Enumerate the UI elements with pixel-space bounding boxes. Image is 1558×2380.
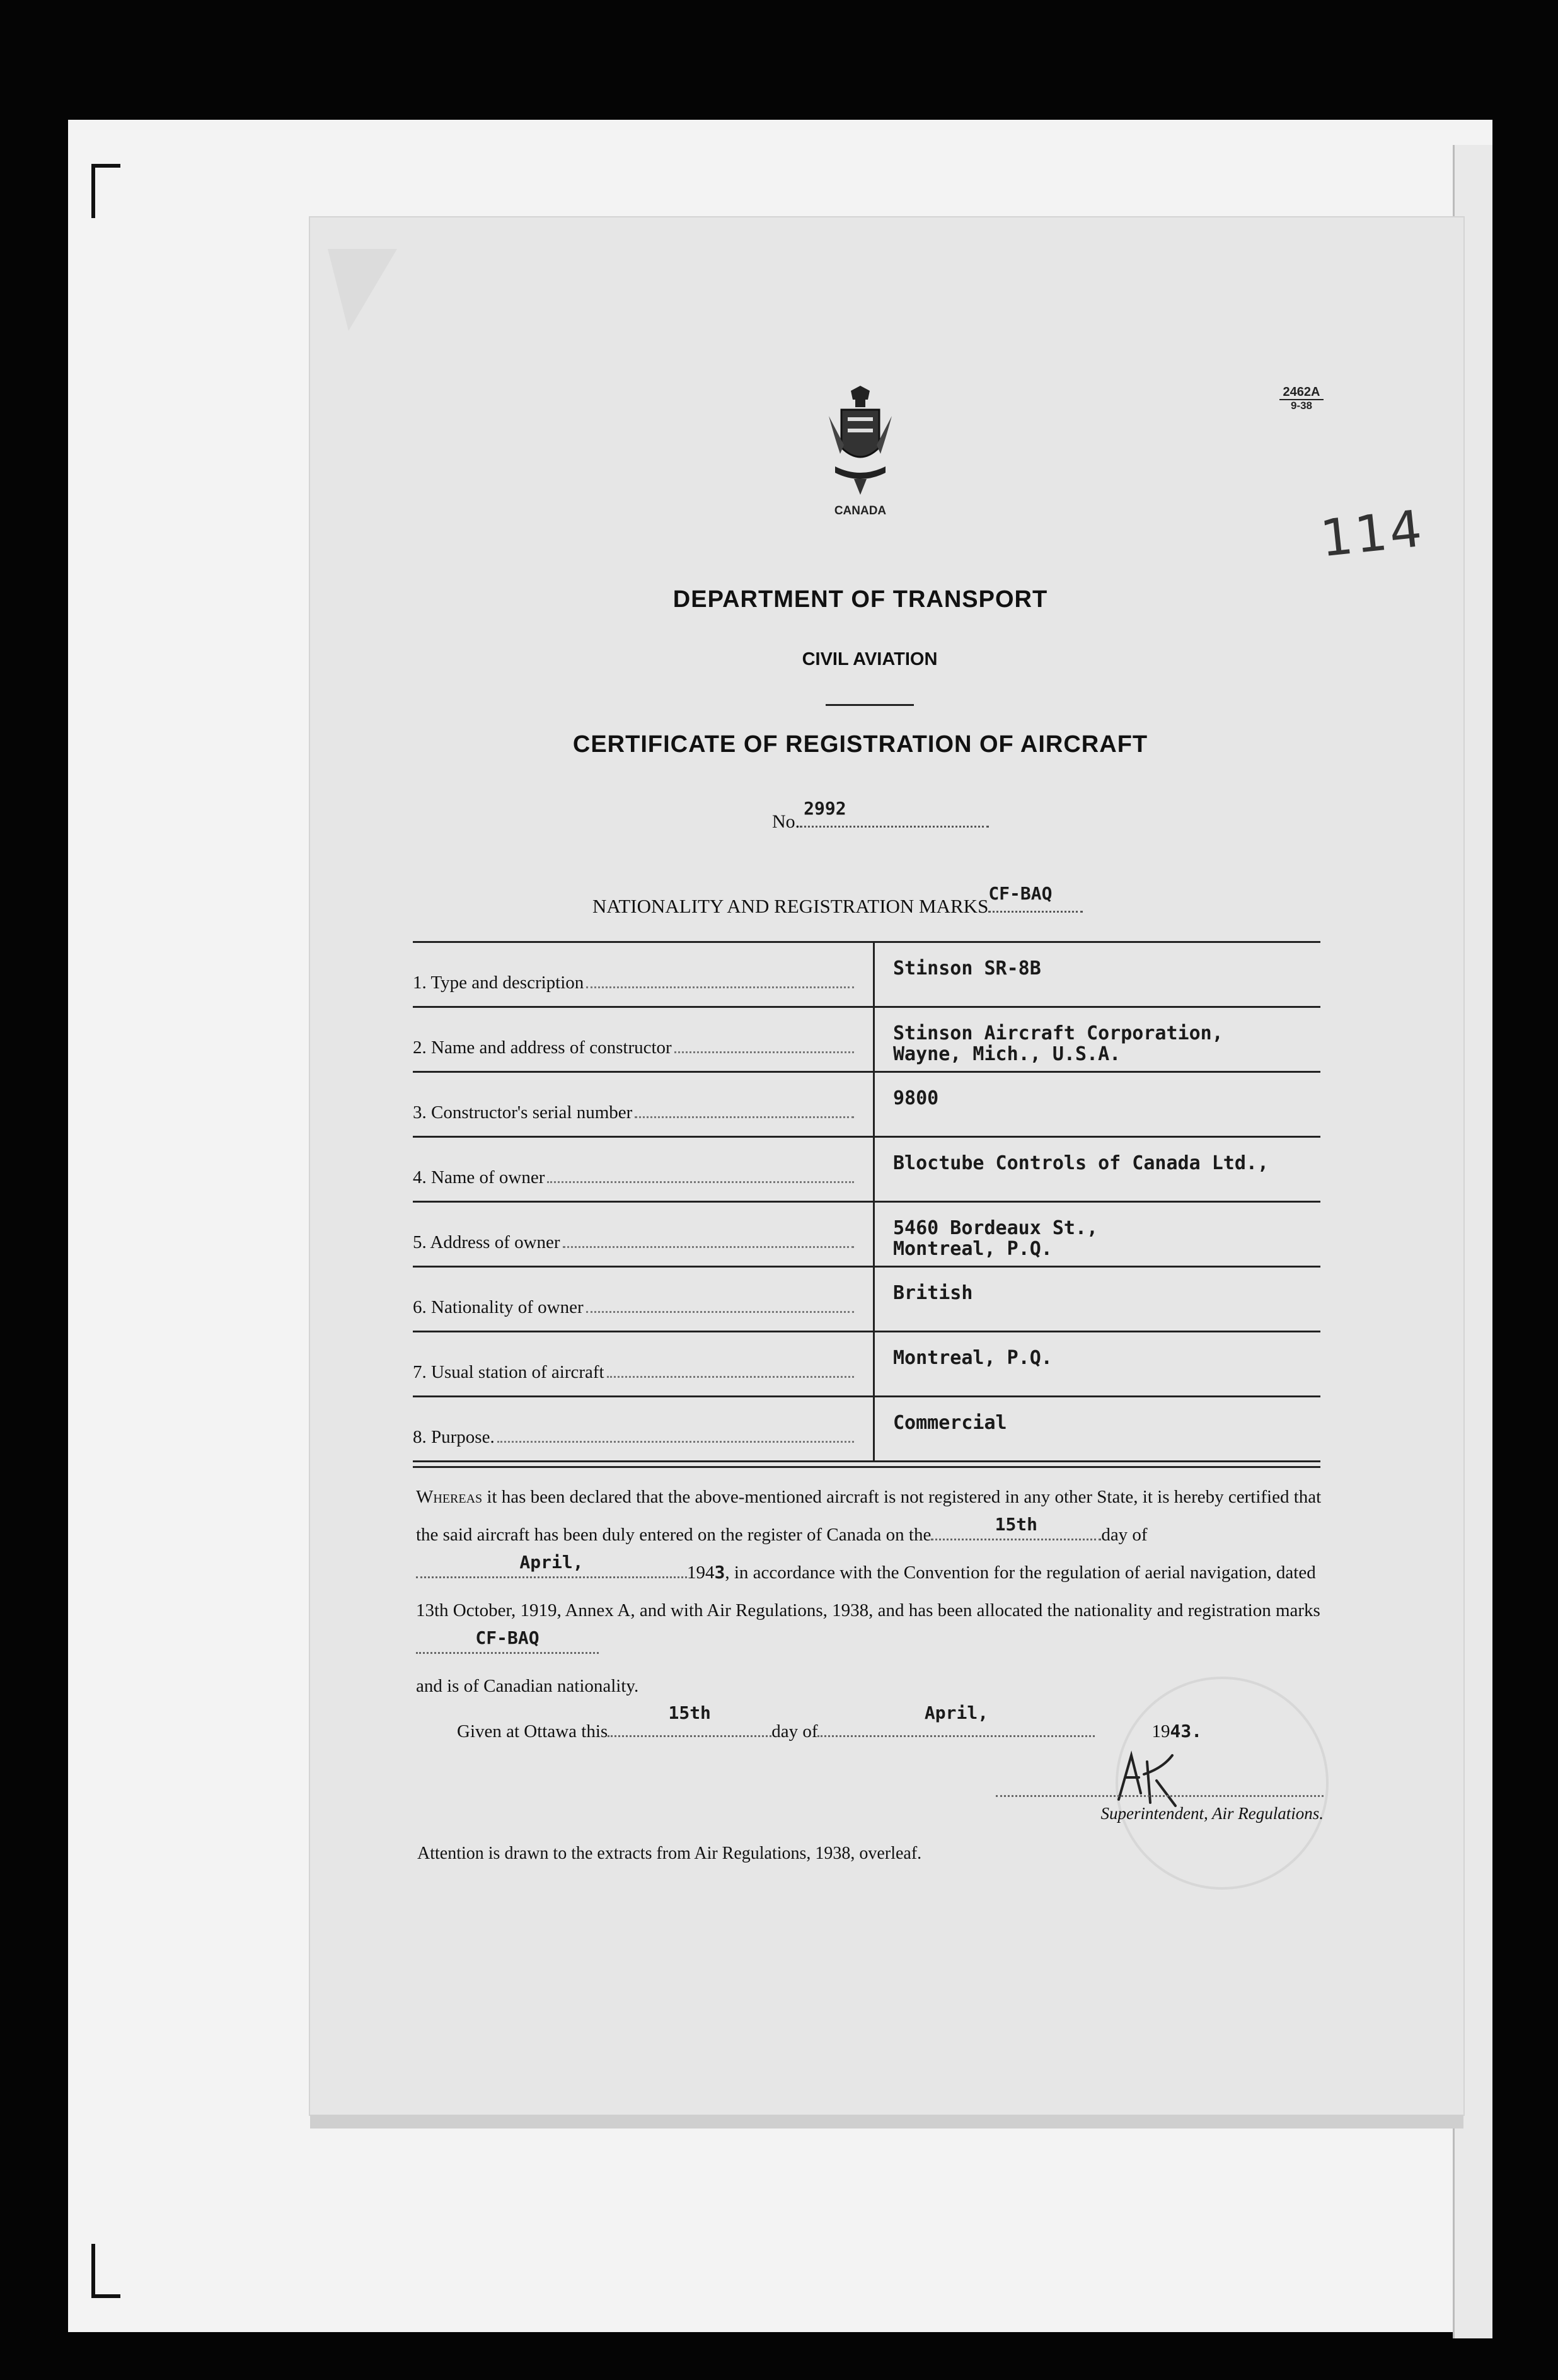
given-text-1: Given at Ottawa this xyxy=(457,1721,608,1742)
division-heading: CIVIL AVIATION xyxy=(802,649,938,669)
row-value: Montreal, P.Q. xyxy=(893,1347,1053,1369)
declaration-text-1: it has been declared that the above-mentioned aircraft is not registered in any other State, it is hereby certified that the said aircraft has been duly entered on the register of Canada on the xyxy=(416,1487,1322,1545)
declaration-text-3: 194 xyxy=(687,1563,715,1583)
row-label: 5. Address of owner xyxy=(413,1232,560,1252)
given-text-3: 19 xyxy=(1151,1721,1170,1742)
given-month: April, xyxy=(924,1702,989,1723)
declaration-text-2: day of xyxy=(1101,1525,1148,1545)
row-value: 9800 xyxy=(893,1087,939,1109)
declaration-text-5: and is of Canadian nationality. xyxy=(416,1676,639,1696)
row-label: 6. Nationality of owner xyxy=(413,1297,584,1317)
whereas-word: Whereas xyxy=(416,1487,483,1507)
table-row xyxy=(413,1397,1320,1460)
signatory-title: Superintendent, Air Regulations. xyxy=(1100,1804,1324,1823)
table-row xyxy=(413,1268,1320,1332)
row-value: Stinson Aircraft Corporation, Wayne, Mich., U.S.A. xyxy=(893,1022,1223,1065)
crest-label: CANADA xyxy=(834,504,887,517)
attention-note: Attention is drawn to the extracts from Air Regulations, 1938, overleaf. xyxy=(417,1844,922,1863)
table-row xyxy=(413,1203,1320,1268)
declaration-paragraph xyxy=(416,1478,1324,1705)
registration-year-digit: 3 xyxy=(714,1562,725,1583)
signature-initials-icon xyxy=(1112,1749,1182,1809)
form-date: 9-38 xyxy=(1279,399,1324,412)
heading-divider xyxy=(826,704,914,706)
table-row xyxy=(413,1138,1320,1203)
registration-day: 15th xyxy=(995,1514,1038,1535)
form-number xyxy=(1279,386,1324,412)
certificate-number-line xyxy=(772,798,989,833)
table-row xyxy=(413,943,1320,1008)
canada-coat-of-arms-icon xyxy=(822,384,898,498)
row-label: 4. Name of owner xyxy=(413,1167,545,1187)
table-row xyxy=(413,1073,1320,1138)
number-label: No. xyxy=(772,811,800,832)
registration-month: April, xyxy=(519,1552,584,1573)
sheet-shadow xyxy=(310,2115,1463,2129)
certificate-number: 2992 xyxy=(804,798,846,819)
crop-mark-top-left xyxy=(91,164,120,218)
given-year: 43. xyxy=(1170,1721,1203,1742)
department-heading: DEPARTMENT OF TRANSPORT xyxy=(672,586,1048,613)
handwritten-number: 114 xyxy=(1317,499,1428,569)
form-code: 2462A xyxy=(1283,385,1320,399)
declaration-text-4: , in accordance with the Convention for the regulation of aerial navigation, dated 13th October, 1919, Annex A, and with Air Regulations, 1938, and has been allocated the nationality and registration marks xyxy=(416,1563,1320,1620)
certificate-title: CERTIFICATE OF REGISTRATION OF AIRCRAFT xyxy=(572,731,1148,758)
row-value: Commercial xyxy=(893,1412,1007,1434)
signature-line xyxy=(996,1795,1324,1797)
row-label: 8. Purpose. xyxy=(413,1427,495,1447)
registration-marks: CF-BAQ xyxy=(475,1627,540,1648)
row-label: 7. Usual station of aircraft xyxy=(413,1362,604,1382)
row-label: 2. Name and address of constructor xyxy=(413,1037,672,1058)
row-label: 3. Constructor's serial number xyxy=(413,1102,633,1123)
table-row xyxy=(413,1332,1320,1397)
crop-mark-bottom-left xyxy=(91,2244,120,2298)
row-label: 1. Type and description xyxy=(413,973,584,993)
given-text-2: day of xyxy=(771,1721,818,1742)
aircraft-details-table xyxy=(413,941,1320,1468)
nationality-marks-line xyxy=(592,883,1083,918)
row-value: Bloctube Controls of Canada Ltd., xyxy=(893,1152,1269,1174)
row-value: Stinson SR-8B xyxy=(893,957,1041,979)
given-day: 15th xyxy=(668,1702,711,1723)
nationality-marks-value: CF-BAQ xyxy=(988,883,1053,904)
table-row xyxy=(413,1008,1320,1073)
nationality-marks-label: NATIONALITY AND REGISTRATION MARKS xyxy=(592,895,989,917)
row-value: 5460 Bordeaux St., Montreal, P.Q. xyxy=(893,1217,1099,1260)
row-value: British xyxy=(893,1282,973,1304)
